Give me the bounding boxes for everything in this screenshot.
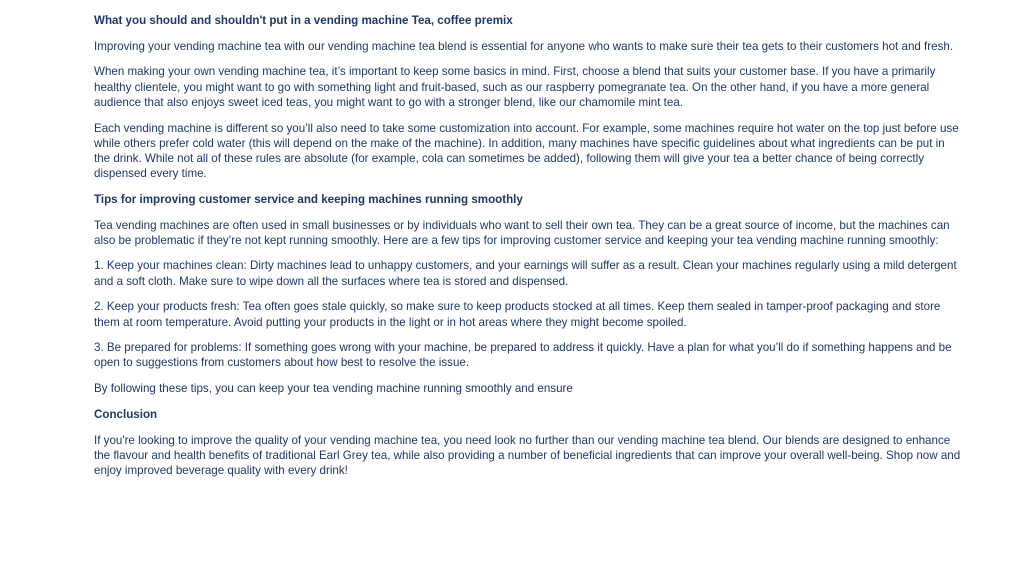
article-body <box>94 13 964 489</box>
paragraph-customization: Each vending machine is different so you’ll also need to take some customization into account. For example, some machines require hot water on the top just before use while others prefer cold water (this will depend on the make of the machine). In addition, many machines have specific guidelines about what ingredients can be put in the drink. While not all of these rules are absolute (for example, cola can sometimes be added), following them will give your tea a better chance of being correctly dispensed every time. <box>94 121 959 181</box>
paragraph-tips-summary: By following these tips, you can keep your tea vending machine running smoothly and ensure <box>94 382 573 396</box>
paragraph-blend-choice: When making your own vending machine tea, it’s important to keep some basics in mind. First, choose a blend that suits your customer base. If you have a primarily healthy clientele, you might want to go with something light and fruit-based, such as our raspberry pomegranate tea. On the other hand, if you have a more general audience that also enjoys sweet iced teas, you might want to go with a stronger blend, like our chamomile mint tea. <box>94 65 936 109</box>
paragraph-tips-intro: Tea vending machines are often used in small businesses or by individuals who want to sell their own tea. They can be a great source of income, but the machines can also be problematic if they’re not kept running smoothly. Here are a few tips for improving customer service and keeping your tea vending machine running smoothly: <box>94 218 950 247</box>
section-heading-conclusion: Conclusion <box>94 407 158 421</box>
paragraph-tip-fresh: 2. Keep your products fresh: Tea often goes stale quickly, so make sure to keep products stocked at all times. Keep them sealed in tamper-proof packaging and store them at room temperature. Avoid putting your products in the light or in hot areas where they might become spoiled. <box>94 300 941 329</box>
paragraph-tip-clean: 1. Keep your machines clean: Dirty machines lead to unhappy customers, and your earnings will suffer as a result. Clean your machines regularly using a mild detergent and a soft cloth. Make sure to wipe down all the surfaces where tea is stored and dispensed. <box>94 259 957 288</box>
paragraph-tip-problems: 3. Be prepared for problems: If something goes wrong with your machine, be prepared to address it quickly. Have a plan for what you’ll do if something happens and be open to suggestions from customers about how best to resolve the issue. <box>94 341 952 370</box>
section-heading-tips: Tips for improving customer service and keeping machines running smoothly <box>94 192 523 206</box>
paragraph-conclusion: If you're looking to improve the quality of your vending machine tea, you need look no further than our vending machine tea blend. Our blends are designed to enhance the flavour and health benefits of traditional Earl Grey tea, while also providing a number of beneficial ingredients that can improve your overall well-being. Shop now and enjoy improved beverage quality with every drink! <box>94 433 961 477</box>
section-heading-premix: What you should and shouldn't put in a vending machine Tea, coffee premix <box>94 14 513 27</box>
paragraph-intro: Improving your vending machine tea with our vending machine tea blend is essential for anyone who wants to make sure their tea gets to their customers hot and fresh. <box>94 39 954 53</box>
